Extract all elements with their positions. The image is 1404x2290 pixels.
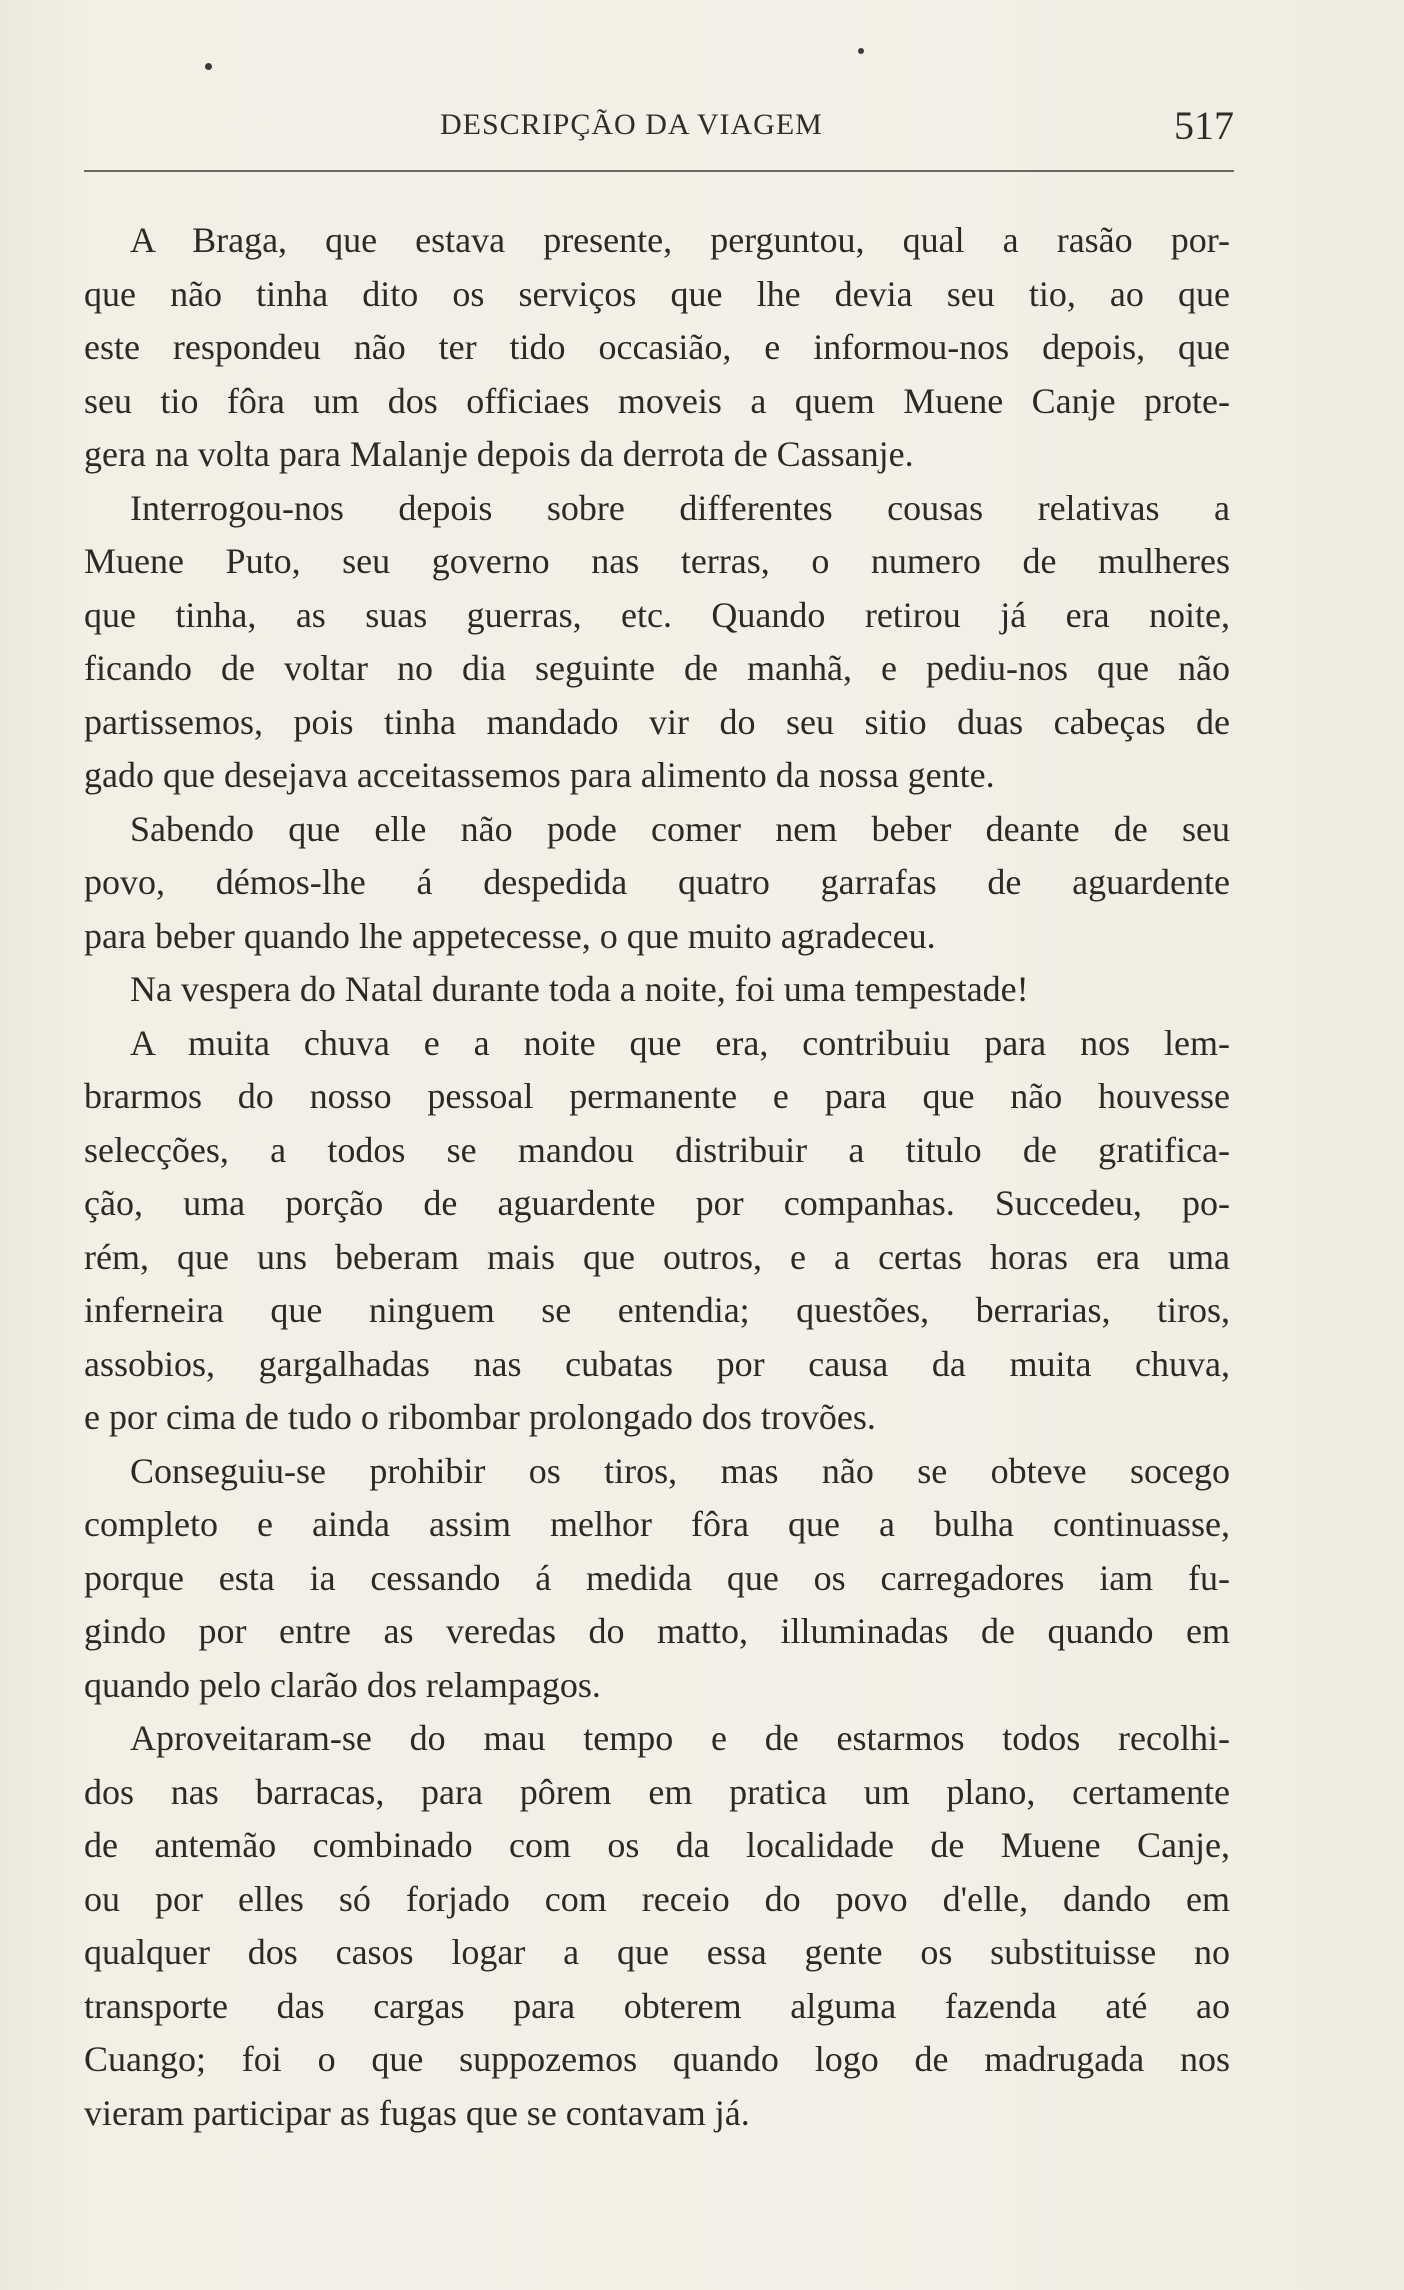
text-line: que não tinha dito os serviços que lhe devia seu tio, ao que	[84, 273, 1230, 314]
text-line: dos nas barracas, para pôrem em pratica um plano, certamente	[84, 1771, 1230, 1812]
text-line: gado que desejava acceitassemos para alimento da nossa gente.	[84, 755, 995, 795]
text-line: Conseguiu-se prohibir os tiros, mas não se obteve socego	[130, 1450, 1230, 1491]
text-line: Cuango; foi o que suppozemos quando logo de madrugada nos	[84, 2039, 1230, 2079]
text-line: partissemos, pois tinha mandado vir do seu sitio duas cabeças de	[84, 701, 1230, 742]
text-line: Na vespera do Natal durante toda a noite, foi uma tempestade!	[130, 969, 1029, 1009]
text-line: para beber quando lhe appetecesse, o que muito agradeceu.	[84, 915, 936, 956]
text-line: Muene Puto, seu governo nas terras, o numero de mulheres	[84, 541, 1230, 581]
text-line: inferneira que ninguem se entendia; questões, berrarias, tiros,	[84, 1290, 1230, 1330]
page-number: 517	[1174, 103, 1234, 148]
text-line: assobios, gargalhadas nas cubatas por causa da muita chuva,	[84, 1343, 1230, 1384]
running-title: DESCRIPÇÃO DA VIAGEM	[440, 108, 823, 141]
text-line: rém, que uns beberam mais que outros, e a certas horas era uma	[84, 1236, 1230, 1277]
text-line: completo e ainda assim melhor fôra que a bulha continuasse,	[84, 1504, 1230, 1544]
text-line: de antemão combinado com os da localidade de Muene Canje,	[84, 1825, 1230, 1865]
text-line: este respondeu não ter tido occasião, e informou-nos depois, que	[84, 327, 1230, 367]
text-line: Interrogou-nos depois sobre differentes cousas relativas a	[130, 487, 1230, 528]
text-line: quando pelo clarão dos relampagos.	[84, 1664, 601, 1705]
text-line: A Braga, que estava presente, perguntou, qual a rasão por-	[130, 220, 1230, 260]
text-line: A muita chuva e a noite que era, contribuiu para nos lem-	[130, 1022, 1230, 1063]
text-line: gera na volta para Malanje depois da derrota de Cassanje.	[84, 434, 914, 474]
header-rule	[84, 170, 1234, 172]
text-line: e por cima de tudo o ribombar prolongado dos trovões.	[84, 1397, 876, 1437]
text-line: Sabendo que elle não pode comer nem beber deante de seu	[130, 808, 1230, 849]
text-line: Aproveitaram-se do mau tempo e de estarmos todos recolhi-	[130, 1718, 1230, 1758]
text-line: ção, uma porção de aguardente por companhas. Succedeu, po-	[84, 1183, 1230, 1223]
text-line: que tinha, as suas guerras, etc. Quando retirou já era noite,	[84, 594, 1230, 635]
running-header	[84, 100, 1234, 150]
text-line: povo, démos-lhe á despedida quatro garrafas de aguardente	[84, 862, 1230, 902]
text-line: porque esta ia cessando á medida que os carregadores iam fu-	[84, 1557, 1230, 1598]
text-line: gindo por entre as veredas do matto, illuminadas de quando em	[84, 1611, 1230, 1651]
text-line: vieram participar as fugas que se contavam já.	[84, 2092, 750, 2133]
ink-speck	[858, 48, 864, 54]
body-text	[84, 214, 1230, 2140]
text-line: transporte das cargas para obterem alguma fazenda até ao	[84, 1985, 1230, 2026]
ink-speck	[205, 63, 212, 70]
text-line: brarmos do nosso pessoal permanente e para que não houvesse	[84, 1076, 1230, 1116]
text-line: selecções, a todos se mandou distribuir a titulo de gratifica-	[84, 1129, 1230, 1170]
text-line: qualquer dos casos logar a que essa gente os substituisse no	[84, 1932, 1230, 1972]
text-line: ou por elles só forjado com receio do povo d'elle, dando em	[84, 1878, 1230, 1919]
text-line: ficando de voltar no dia seguinte de manhã, e pediu-nos que não	[84, 648, 1230, 688]
text-line: seu tio fôra um dos officiaes moveis a quem Muene Canje prote-	[84, 380, 1230, 421]
